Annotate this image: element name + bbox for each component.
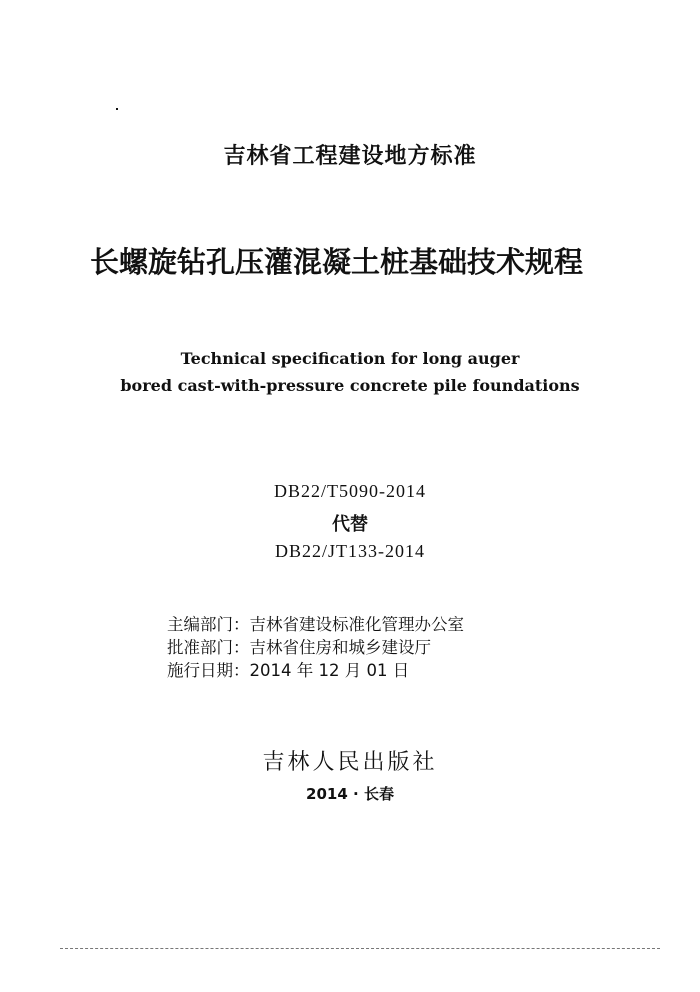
document-title-en-line2: bored cast-with-pressure concrete pile foundations xyxy=(120,376,580,395)
effective-date: 施行日期：2014 年 12 月 01 日 xyxy=(167,661,410,680)
document-title-cn: 长螺旋钻孔压灌混凝土桩基础技术规程 xyxy=(90,245,584,279)
document-title-en-line1: Technical specification for long auger xyxy=(180,349,520,368)
replaced-standard-code: DB22/JT133-2014 xyxy=(275,541,425,561)
approval-department: 批准部门：吉林省住房和城乡建设厅 xyxy=(167,638,431,657)
publish-year-place: 2014 · 长春 xyxy=(306,785,394,803)
print-speck xyxy=(116,108,118,110)
publisher-name: 吉林人民出版社 xyxy=(262,750,438,775)
standard-series-title: 吉林省工程建设地方标准 xyxy=(223,144,477,169)
standard-code: DB22/T5090-2014 xyxy=(274,481,426,501)
replace-label: 代替 xyxy=(332,514,368,535)
editor-department: 主编部门：吉林省建设标准化管理办公室 xyxy=(167,615,464,634)
scan-edge-line xyxy=(60,948,660,949)
